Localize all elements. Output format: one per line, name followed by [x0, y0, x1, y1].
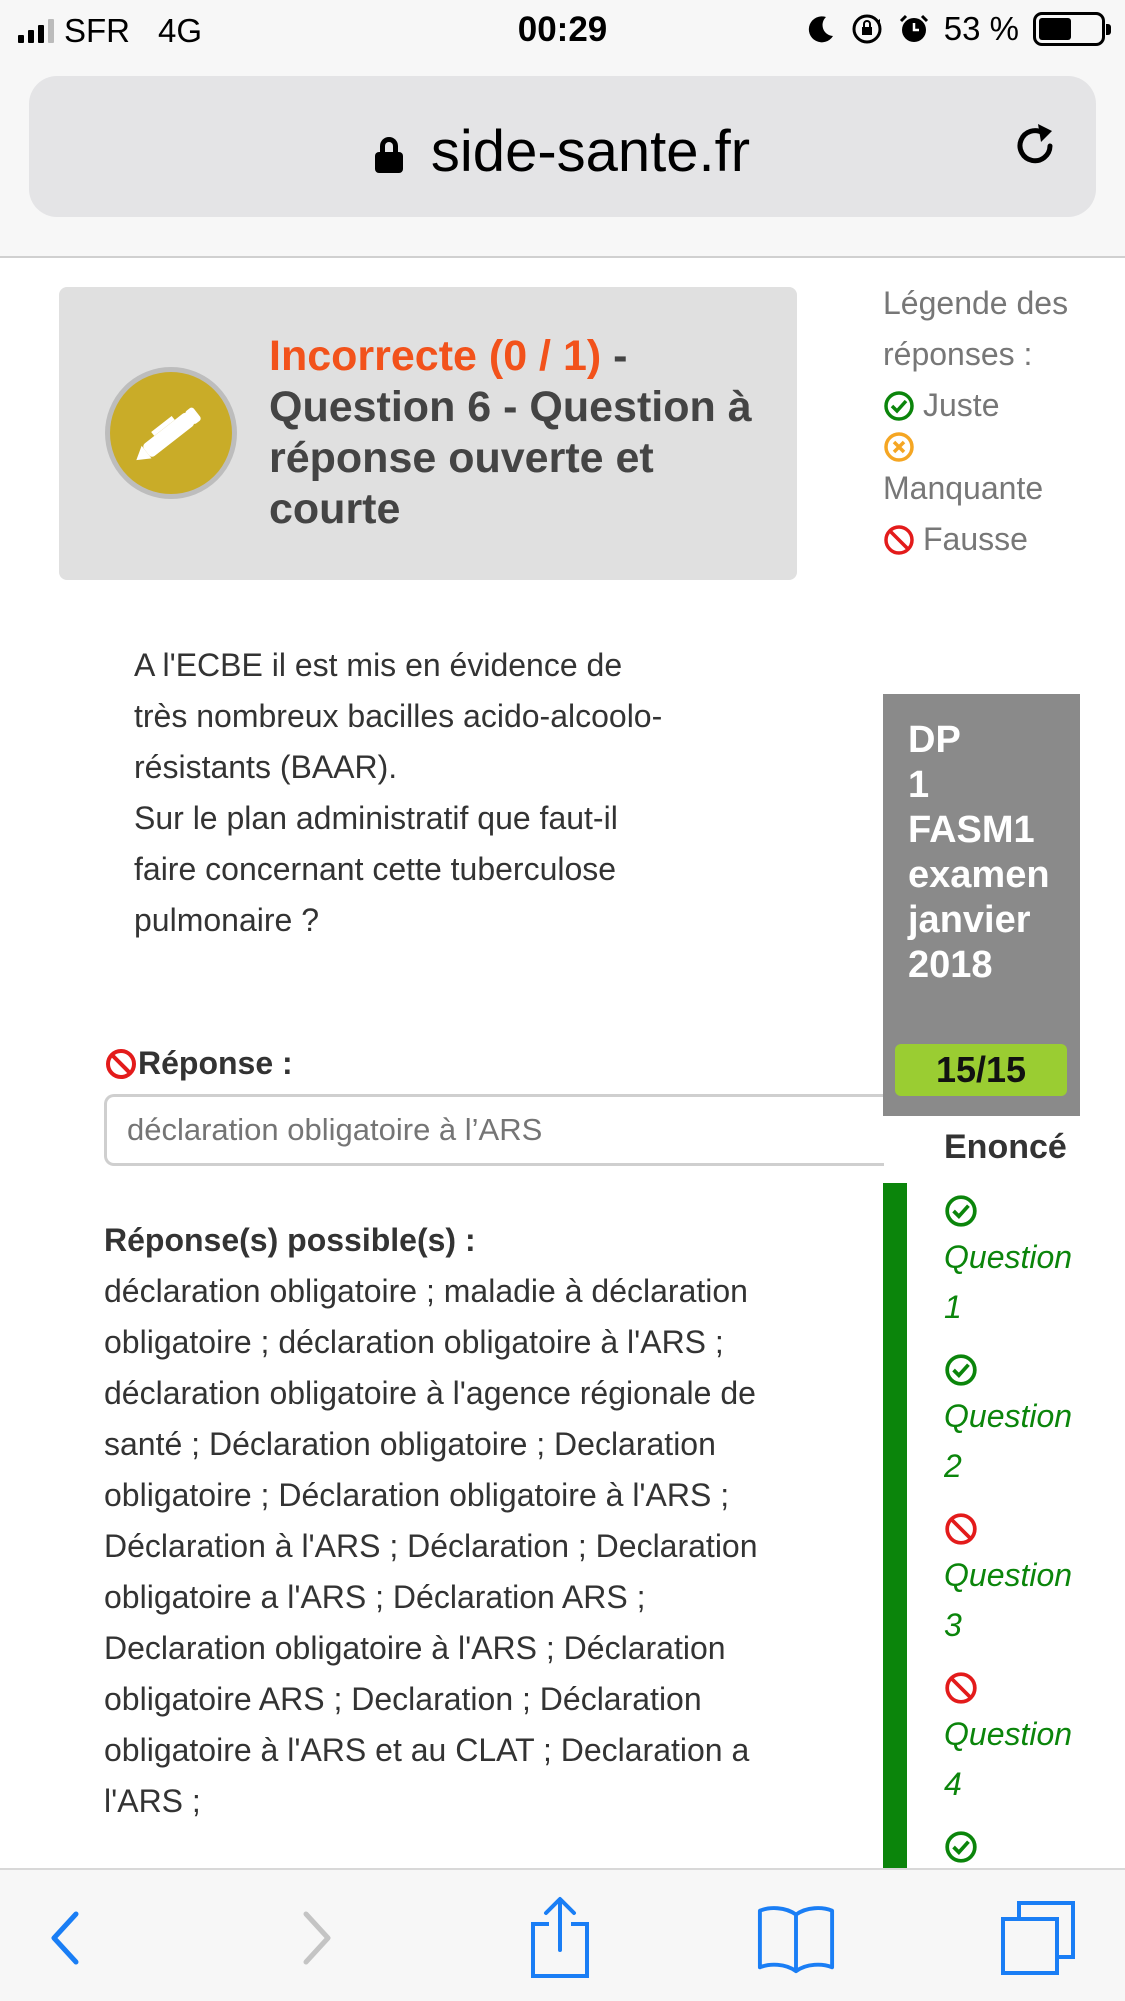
question-line: faire concernant cette tuberculose: [134, 851, 617, 887]
nav-question-1[interactable]: [944, 1190, 1084, 1349]
carrier-name: SFR: [64, 12, 130, 49]
question-line: A l'ECBE il est mis en évidence de: [134, 647, 623, 683]
legend-manquante-label: Manquante: [883, 470, 1044, 506]
question-text: [134, 640, 744, 946]
nav-question-3[interactable]: [944, 1508, 1084, 1667]
exam-title-line: 2018: [908, 944, 993, 986]
wrong-icon: [883, 524, 915, 556]
question-line: très nombreux bacilles acido-alcoolo-: [134, 698, 663, 734]
nav-question-number: 4: [944, 1766, 962, 1802]
check-circle-icon: [944, 1830, 978, 1864]
forward-button[interactable]: [276, 1898, 356, 1978]
nav-progress-bar: [883, 1183, 907, 1873]
clock: 00:29: [517, 10, 608, 49]
question-line: résistants (BAAR).: [134, 749, 398, 785]
question-heading: - Question 6 - Question à réponse ouverte et courte: [269, 332, 752, 533]
wrong-icon: [944, 1512, 978, 1546]
share-button[interactable]: [520, 1898, 600, 1978]
lock-icon: [375, 137, 403, 173]
possible-answers-text: déclaration obligatoire ; maladie à déclaration obligatoire ; déclaration obligatoire à l'ARS ; déclaration obligatoire à l'agence régionale de santé ; Déclaration obligatoire ; Declaration obligatoire ; Déclaration obligatoire à l'ARS ; Déclaration à l'ARS ; Déclaration ; Declaration obligatoire a l'ARS ; Déclaration ARS ; Declaration obligatoire à l'ARS ; Déclaration obligatoire ARS ; Declaration ; Déclaration obligatoire à l'ARS et au CLAT ; Declaration a l'ARS ;: [104, 1273, 758, 1819]
pen-icon: [105, 367, 237, 499]
exam-title-line: janvier: [908, 899, 1031, 941]
response-label-text: Réponse :: [138, 1045, 293, 1081]
exam-title: [908, 718, 1083, 988]
status-bar: [0, 0, 1125, 62]
legend-fausse-label: Fausse: [923, 521, 1028, 557]
tabs-icon: [999, 1899, 1077, 1977]
moon-icon: [806, 14, 836, 44]
nav-question-2[interactable]: [944, 1349, 1084, 1508]
nav-question-number: 3: [944, 1607, 962, 1643]
back-button[interactable]: [26, 1898, 106, 1978]
legend-juste-label: Juste: [923, 387, 1000, 423]
possible-answers-label: Réponse(s) possible(s) :: [104, 1222, 476, 1258]
nav-question-label: Question: [944, 1557, 1073, 1593]
share-icon: [527, 1896, 593, 1980]
nav-question-label: Question: [944, 1239, 1073, 1275]
tabs-button[interactable]: [998, 1898, 1078, 1978]
question-line: Sur le plan administratif que faut-il: [134, 800, 618, 836]
missing-circle-icon: [883, 431, 915, 463]
check-circle-icon: [883, 390, 915, 422]
legend-missing-icon-row: [883, 431, 1083, 463]
nav-question-number: 2: [944, 1448, 962, 1484]
nav-question-label: Question: [944, 1716, 1073, 1752]
question-nav: [944, 1190, 1084, 1985]
nav-question-number: 1: [944, 1289, 962, 1325]
enonce-link[interactable]: Enoncé: [944, 1128, 1067, 1166]
forward-arrow-icon: [296, 1908, 336, 1968]
wrong-icon: [104, 1047, 138, 1081]
network-type: 4G: [158, 12, 203, 49]
battery-icon: [1033, 12, 1105, 46]
safari-toolbar: [0, 1868, 1125, 2001]
response-label: [104, 1045, 293, 1082]
bookmarks-icon: [756, 1902, 836, 1974]
legend-fausse: [883, 514, 1083, 565]
exam-title-line: 1: [908, 764, 930, 806]
exam-summary: [883, 694, 1080, 1116]
check-circle-icon: [944, 1353, 978, 1387]
alarm-icon: [898, 13, 930, 45]
reload-icon[interactable]: [1012, 122, 1060, 170]
bookmarks-button[interactable]: [756, 1898, 836, 1978]
check-circle-icon: [944, 1194, 978, 1228]
browser-chrome: [0, 62, 1125, 258]
battery-percent: 53 %: [943, 10, 1019, 47]
nav-question-label: Question: [944, 1398, 1073, 1434]
legend-juste: [883, 380, 1083, 431]
url-text: side-sante.fr: [430, 119, 751, 184]
nav-question-4[interactable]: [944, 1667, 1084, 1826]
question-header: [59, 287, 797, 580]
question-title: [269, 331, 769, 535]
status-icons: [806, 10, 1105, 48]
exam-title-line: examen: [908, 854, 1050, 896]
exam-title-line: FASM1: [908, 809, 1035, 851]
question-line: pulmonaire ?: [134, 902, 319, 938]
back-arrow-icon: [46, 1908, 86, 1968]
rotation-lock-icon: [850, 12, 884, 46]
response-input[interactable]: [104, 1094, 884, 1166]
exam-score: 15/15: [895, 1044, 1067, 1096]
wrong-icon: [944, 1671, 978, 1705]
answer-legend: [883, 278, 1083, 565]
legend-title: Légende des réponses :: [883, 285, 1069, 372]
address-bar[interactable]: [29, 76, 1096, 217]
question-status: Incorrecte (0 / 1): [269, 332, 602, 380]
exam-title-line: DP: [908, 719, 961, 761]
